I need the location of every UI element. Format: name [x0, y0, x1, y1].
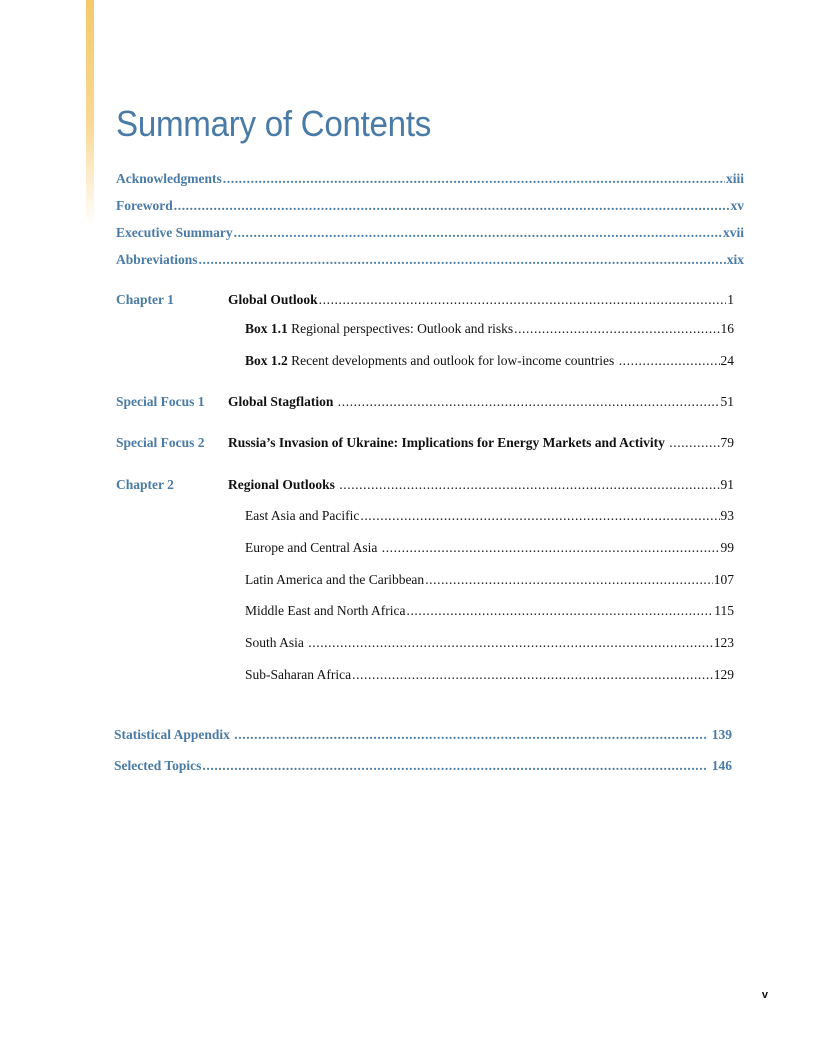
toc-entry-middle-east-north-africa[interactable] — [245, 602, 734, 620]
toc-entry-russia-invasion[interactable] — [228, 434, 734, 452]
toc-entry-global-outlook[interactable] — [228, 291, 734, 309]
toc-entry-page: 115 — [714, 603, 734, 618]
toc-entry-page: xvii — [722, 225, 744, 240]
toc-entry-selected-topics[interactable] — [114, 757, 732, 775]
dot-leader — [223, 170, 725, 188]
decorative-side-bar — [86, 0, 94, 225]
toc-entry-regional-outlooks[interactable] — [228, 476, 734, 494]
dot-leader — [352, 666, 713, 684]
toc-entry-text: Abbreviations — [116, 252, 198, 267]
toc-entry-text: Recent developments and outlook for low-income countries — [287, 353, 618, 368]
toc-entry-global-stagflation[interactable] — [228, 393, 734, 411]
toc-entry-page: 24 — [720, 353, 734, 368]
dot-leader — [619, 352, 720, 370]
toc-entry-page: xv — [730, 198, 744, 213]
dot-leader — [234, 224, 722, 242]
toc-entry-text: Selected Topics — [114, 758, 202, 773]
page-folio: v — [761, 989, 768, 1001]
toc-entry-page: 139 — [708, 727, 732, 742]
toc-entry-page: 107 — [713, 572, 734, 587]
toc-entry-south-asia[interactable] — [245, 634, 734, 652]
chapter-1-label: Chapter 1 — [116, 292, 174, 307]
dot-leader — [319, 291, 727, 309]
dot-leader — [339, 476, 719, 494]
toc-entry-page: 99 — [720, 540, 734, 555]
toc-entry-text: Statistical Appendix — [114, 727, 234, 742]
toc-entry-text: Foreword — [116, 198, 173, 213]
box-number: Box 1.2 — [245, 353, 288, 368]
toc-entry-text: Latin America and the Caribbean — [245, 572, 425, 587]
toc-entry-page: 79 — [720, 435, 734, 450]
toc-entry-text: Europe and Central Asia — [245, 540, 381, 555]
toc-entry-page: 91 — [720, 477, 734, 492]
toc-entry-page: 123 — [713, 635, 734, 650]
dot-leader — [514, 320, 719, 338]
toc-entry-foreword[interactable] — [116, 197, 744, 215]
toc-entry-latin-america-caribbean[interactable] — [245, 571, 734, 589]
dot-leader — [382, 539, 720, 557]
dot-leader — [199, 251, 726, 269]
dot-leader — [308, 634, 712, 652]
toc-entry-text: Sub-Saharan Africa — [245, 667, 352, 682]
toc-entry-executive-summary[interactable] — [116, 224, 744, 242]
toc-entry-text: South Asia — [245, 635, 308, 650]
toc-entry-page: 129 — [713, 667, 734, 682]
toc-entry-box-1-1[interactable] — [245, 320, 734, 338]
toc-entry-text: Executive Summary — [116, 225, 233, 240]
toc-entry-sub-saharan-africa[interactable] — [245, 666, 734, 684]
special-focus-2-label: Special Focus 2 — [116, 435, 205, 450]
page-title: Summary of Contents — [116, 103, 432, 144]
dot-leader — [360, 507, 719, 525]
toc-entry-text: Regional perspectives: Outlook and risks — [287, 321, 514, 336]
toc-entry-box-1-2[interactable] — [245, 352, 734, 370]
toc-entry-page: 93 — [720, 508, 734, 523]
toc-entry-statistical-appendix[interactable] — [114, 726, 732, 744]
toc-entry-page: 16 — [720, 321, 734, 336]
toc-entry-text: Middle East and North Africa — [245, 603, 406, 618]
toc-entry-page: xiii — [725, 171, 744, 186]
toc-entry-text: Global Stagflation — [228, 394, 337, 409]
dot-leader — [234, 726, 707, 744]
toc-entry-abbreviations[interactable] — [116, 251, 744, 269]
chapter-2-label: Chapter 2 — [116, 477, 174, 492]
box-number: Box 1.1 — [245, 321, 288, 336]
toc-entry-text: Global Outlook — [228, 292, 318, 307]
toc-entry-text: Russia’s Invasion of Ukraine: Implications for Energy Markets and Activity — [228, 435, 669, 450]
toc-entry-page: 1 — [727, 292, 734, 307]
toc-entry-text: Regional Outlooks — [228, 477, 339, 492]
toc-entry-acknowledgments[interactable] — [116, 170, 744, 188]
toc-entry-text: Acknowledgments — [116, 171, 222, 186]
toc-entry-east-asia-pacific[interactable] — [245, 507, 734, 525]
toc-entry-europe-central-asia[interactable] — [245, 539, 734, 557]
special-focus-1-label: Special Focus 1 — [116, 394, 205, 409]
dot-leader — [338, 393, 720, 411]
dot-leader — [425, 571, 713, 589]
dot-leader — [669, 434, 719, 452]
toc-entry-text: East Asia and Pacific — [245, 508, 360, 523]
dot-leader — [174, 197, 730, 215]
toc-entry-page: 146 — [708, 758, 732, 773]
toc-entry-page: 51 — [720, 394, 734, 409]
toc-entry-page: xix — [726, 252, 744, 267]
dot-leader — [406, 602, 713, 620]
dot-leader — [202, 757, 707, 775]
